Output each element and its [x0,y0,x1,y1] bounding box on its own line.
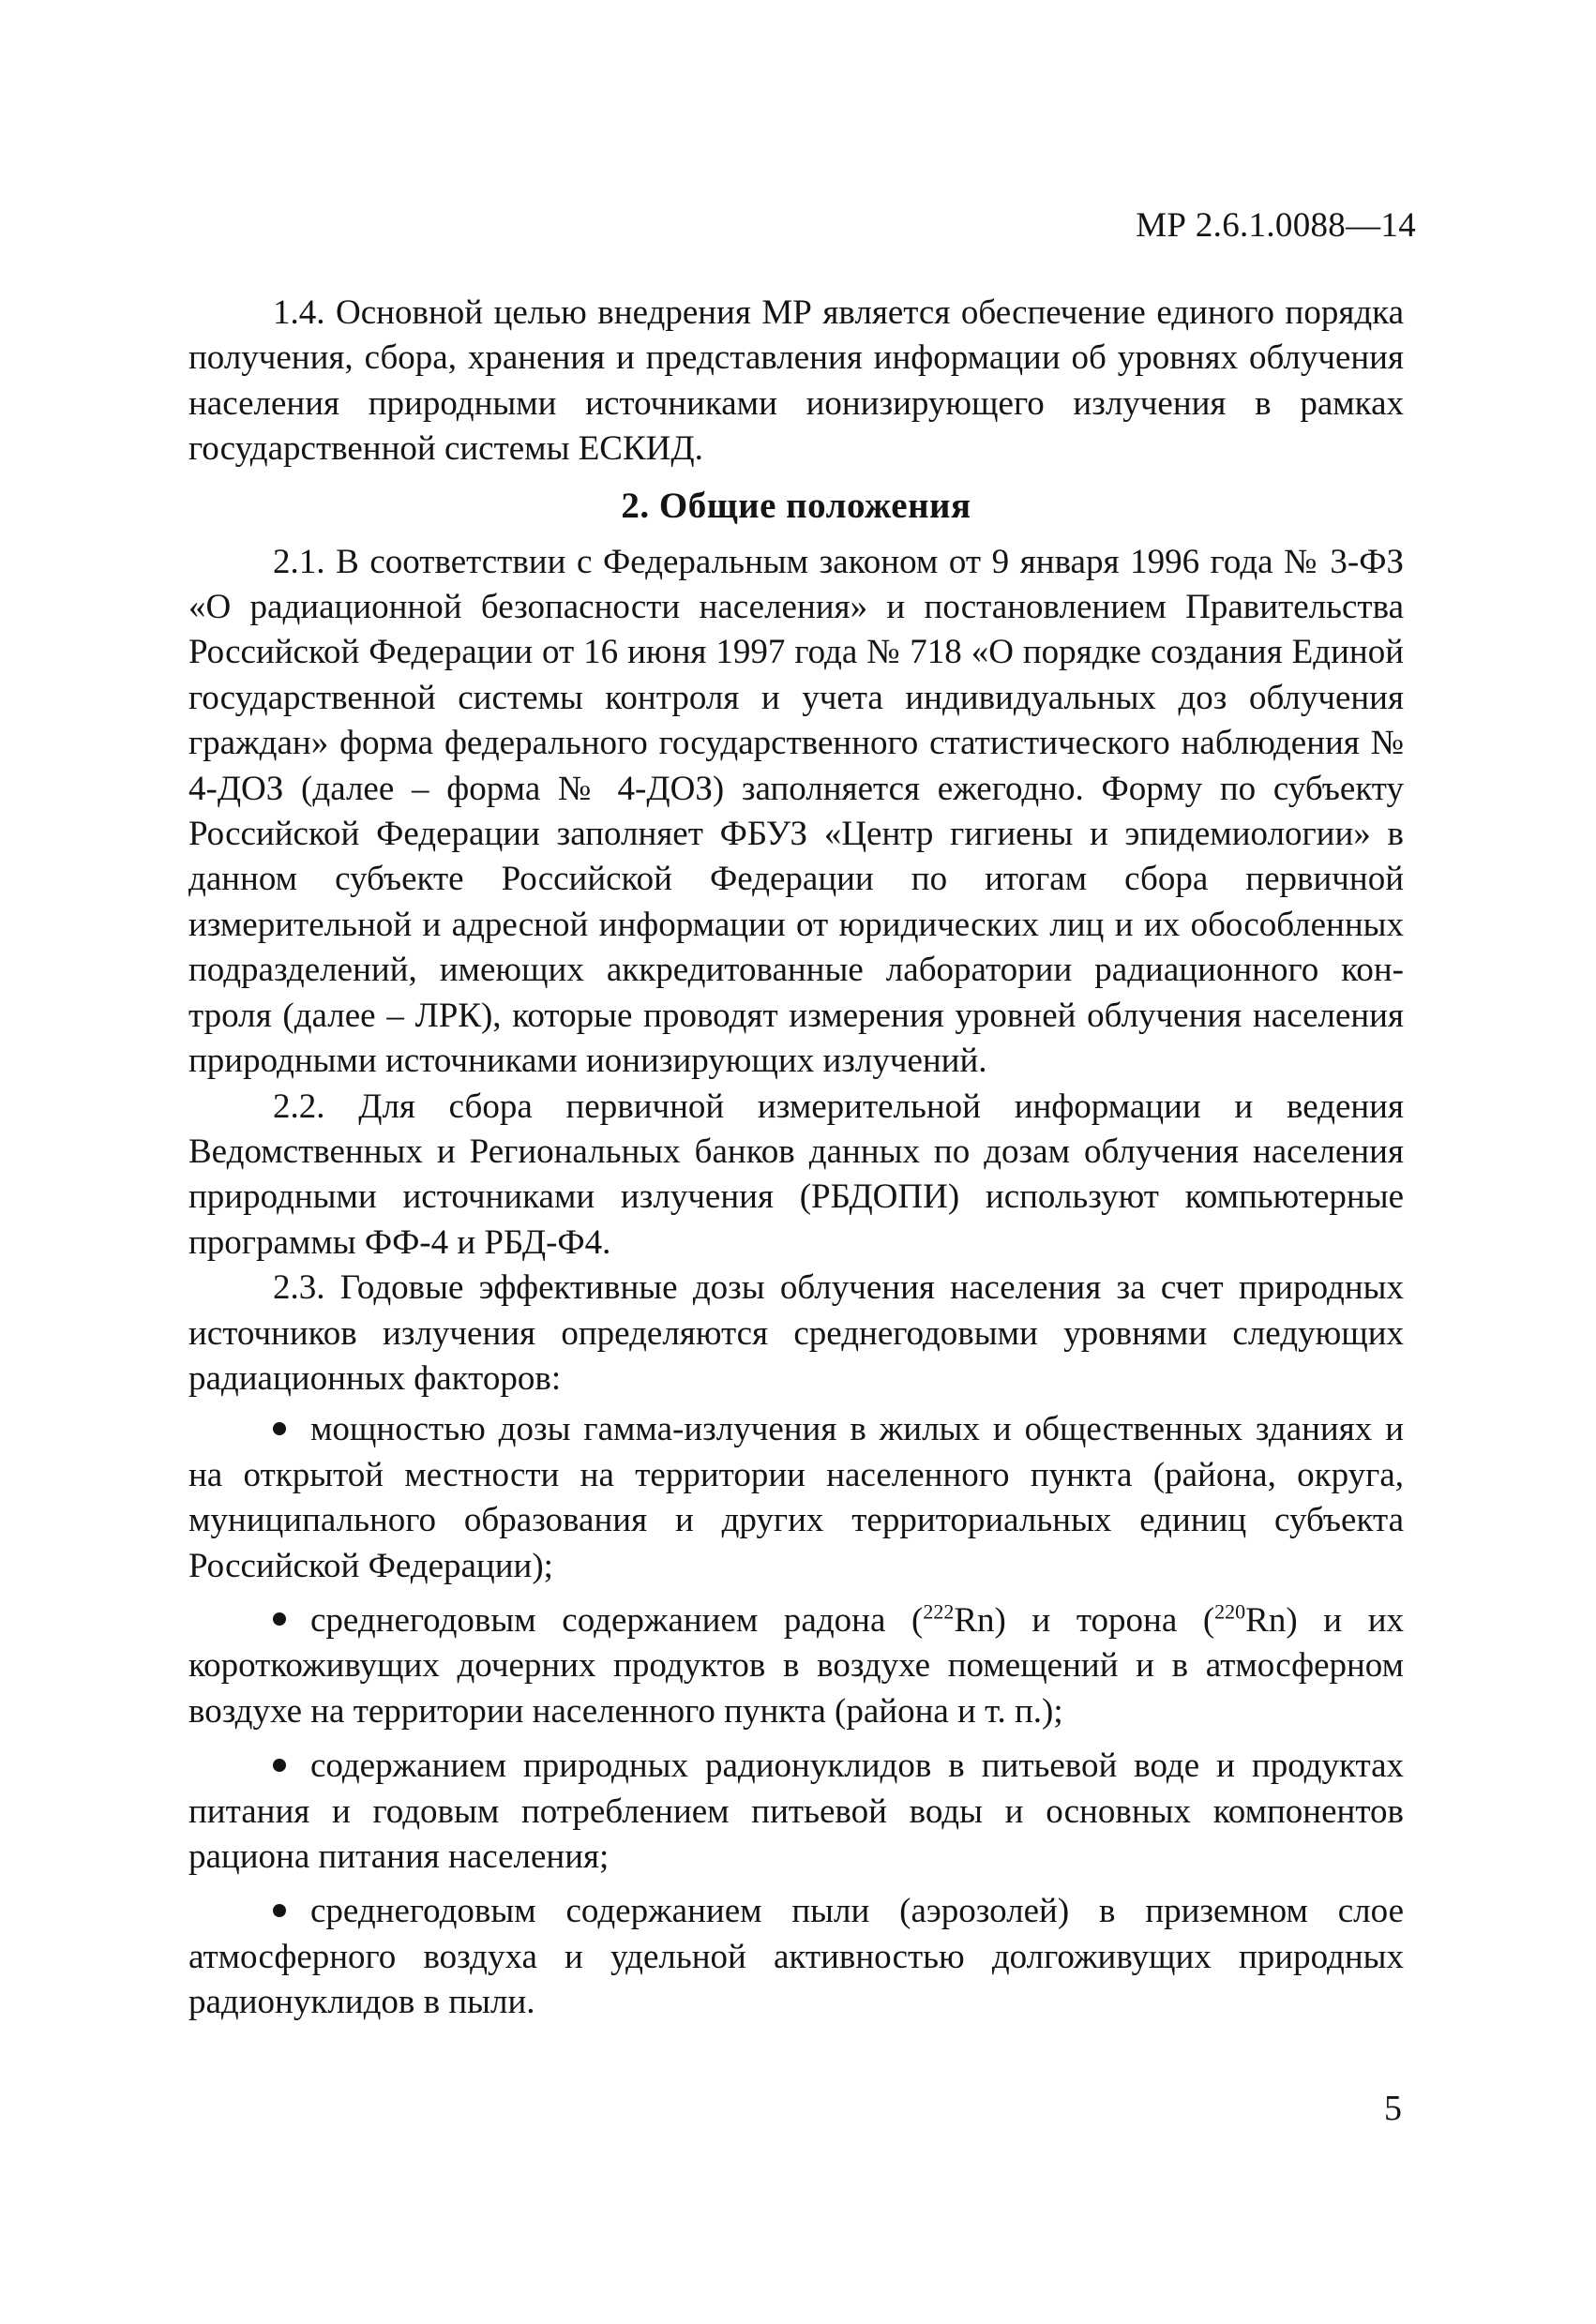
list-item-text: среднегодовым содержанием пыли (аэрозолей) в приземном слое атмосферного воздуха и удельной активностью долгоживущих природных радионуклидов в пыли. [188,1892,1404,2022]
bullet-icon [273,1759,286,1772]
page-content [188,291,1404,2026]
bullet-icon [273,1612,286,1626]
list-item [188,1744,1404,1880]
paragraph-2-1: 2.1. В соответствии с Федеральным законом от 9 января 1996 года № 3-ФЗ «О радиационной безопасности населения» и постановлением Правительства Российской Федерации от 16 июня 1997 года № 718 «О порядке создания Единой государственной системы контроля и учета индивидуальных доз облучения граждан» форма федерального государственного статистического наблюдения № 4-ДОЗ (далее – форма № 4-ДОЗ) заполняется ежегодно. Форму по субъекту Российской Федерации заполняет ФБУЗ «Центр гигиены и эпидемиологии» в данном субъекте Российской Федерации по итогам сбора первичной измерительной и адресной информации от юридических лиц и их обособленных подразделений, имеющих аккредитованные лаборатории радиационного контроля (далее – ЛРК), которые проводят измерения уровней облучения населения природными источниками ионизирующих излучений. [188,542,1404,1081]
bullet-icon [273,1422,286,1435]
list-item-text-part: Rn) и торона ( [954,1600,1215,1640]
isotope-mass-number: 220 [1214,1599,1246,1624]
page-number: 5 [1384,2089,1402,2128]
radiation-factors-list [188,1407,1404,2025]
isotope-mass-number: 222 [923,1599,955,1624]
paragraph-2-2: 2.2. Для сбора первичной измерительной информации и ведения Ведомственных и Региональных банков данных по дозам облучения населения природными источниками излучения (РБДОПИ) используют компьютерные программы ФФ-4 и РБД-Ф4. [188,1087,1404,1262]
bullet-icon [273,1904,286,1917]
list-item-text: мощностью дозы гамма-излучения в жилых и общественных зданиях и на открытой местности на территории населенного пункта (района, округа, муниципального образования и других территориальных единиц субъекта Российской Федерации); [188,1410,1404,1585]
section-heading: 2. Общие положения [621,485,971,526]
list-item [188,1889,1404,2025]
list-item [188,1407,1404,1589]
list-item [188,1598,1404,1734]
list-item-text-part: среднегодовым содержанием радона ( [310,1600,924,1640]
paragraph-2-3: 2.3. Годовые эффективные дозы облучения населения за счет природных источников излучения определяются среднегодовыми уровнями следующих радиационных факторов: [188,1268,1404,1398]
document-code: МР 2.6.1.0088—14 [1136,206,1416,245]
list-item-text-part: Rn) и их короткоживущих дочерних продуктов в воздухе помещений и в атмосферном воздухе на территории населенного пункта (района и т. п.); [188,1600,1404,1731]
list-item-text: содержанием природных радионуклидов в питьевой воде и продуктах питания и годовым потреблением питьевой воды и основных компонентов рациона питания населения; [188,1747,1404,1876]
paragraph-1-4: 1.4. Основной целью внедрения МР является обеспечение единого порядка получения, сбора, хранения и представления информации об уровнях облучения населения природными источниками ионизирующего излучения в рамках государственной системы ЕСКИД. [188,293,1404,469]
